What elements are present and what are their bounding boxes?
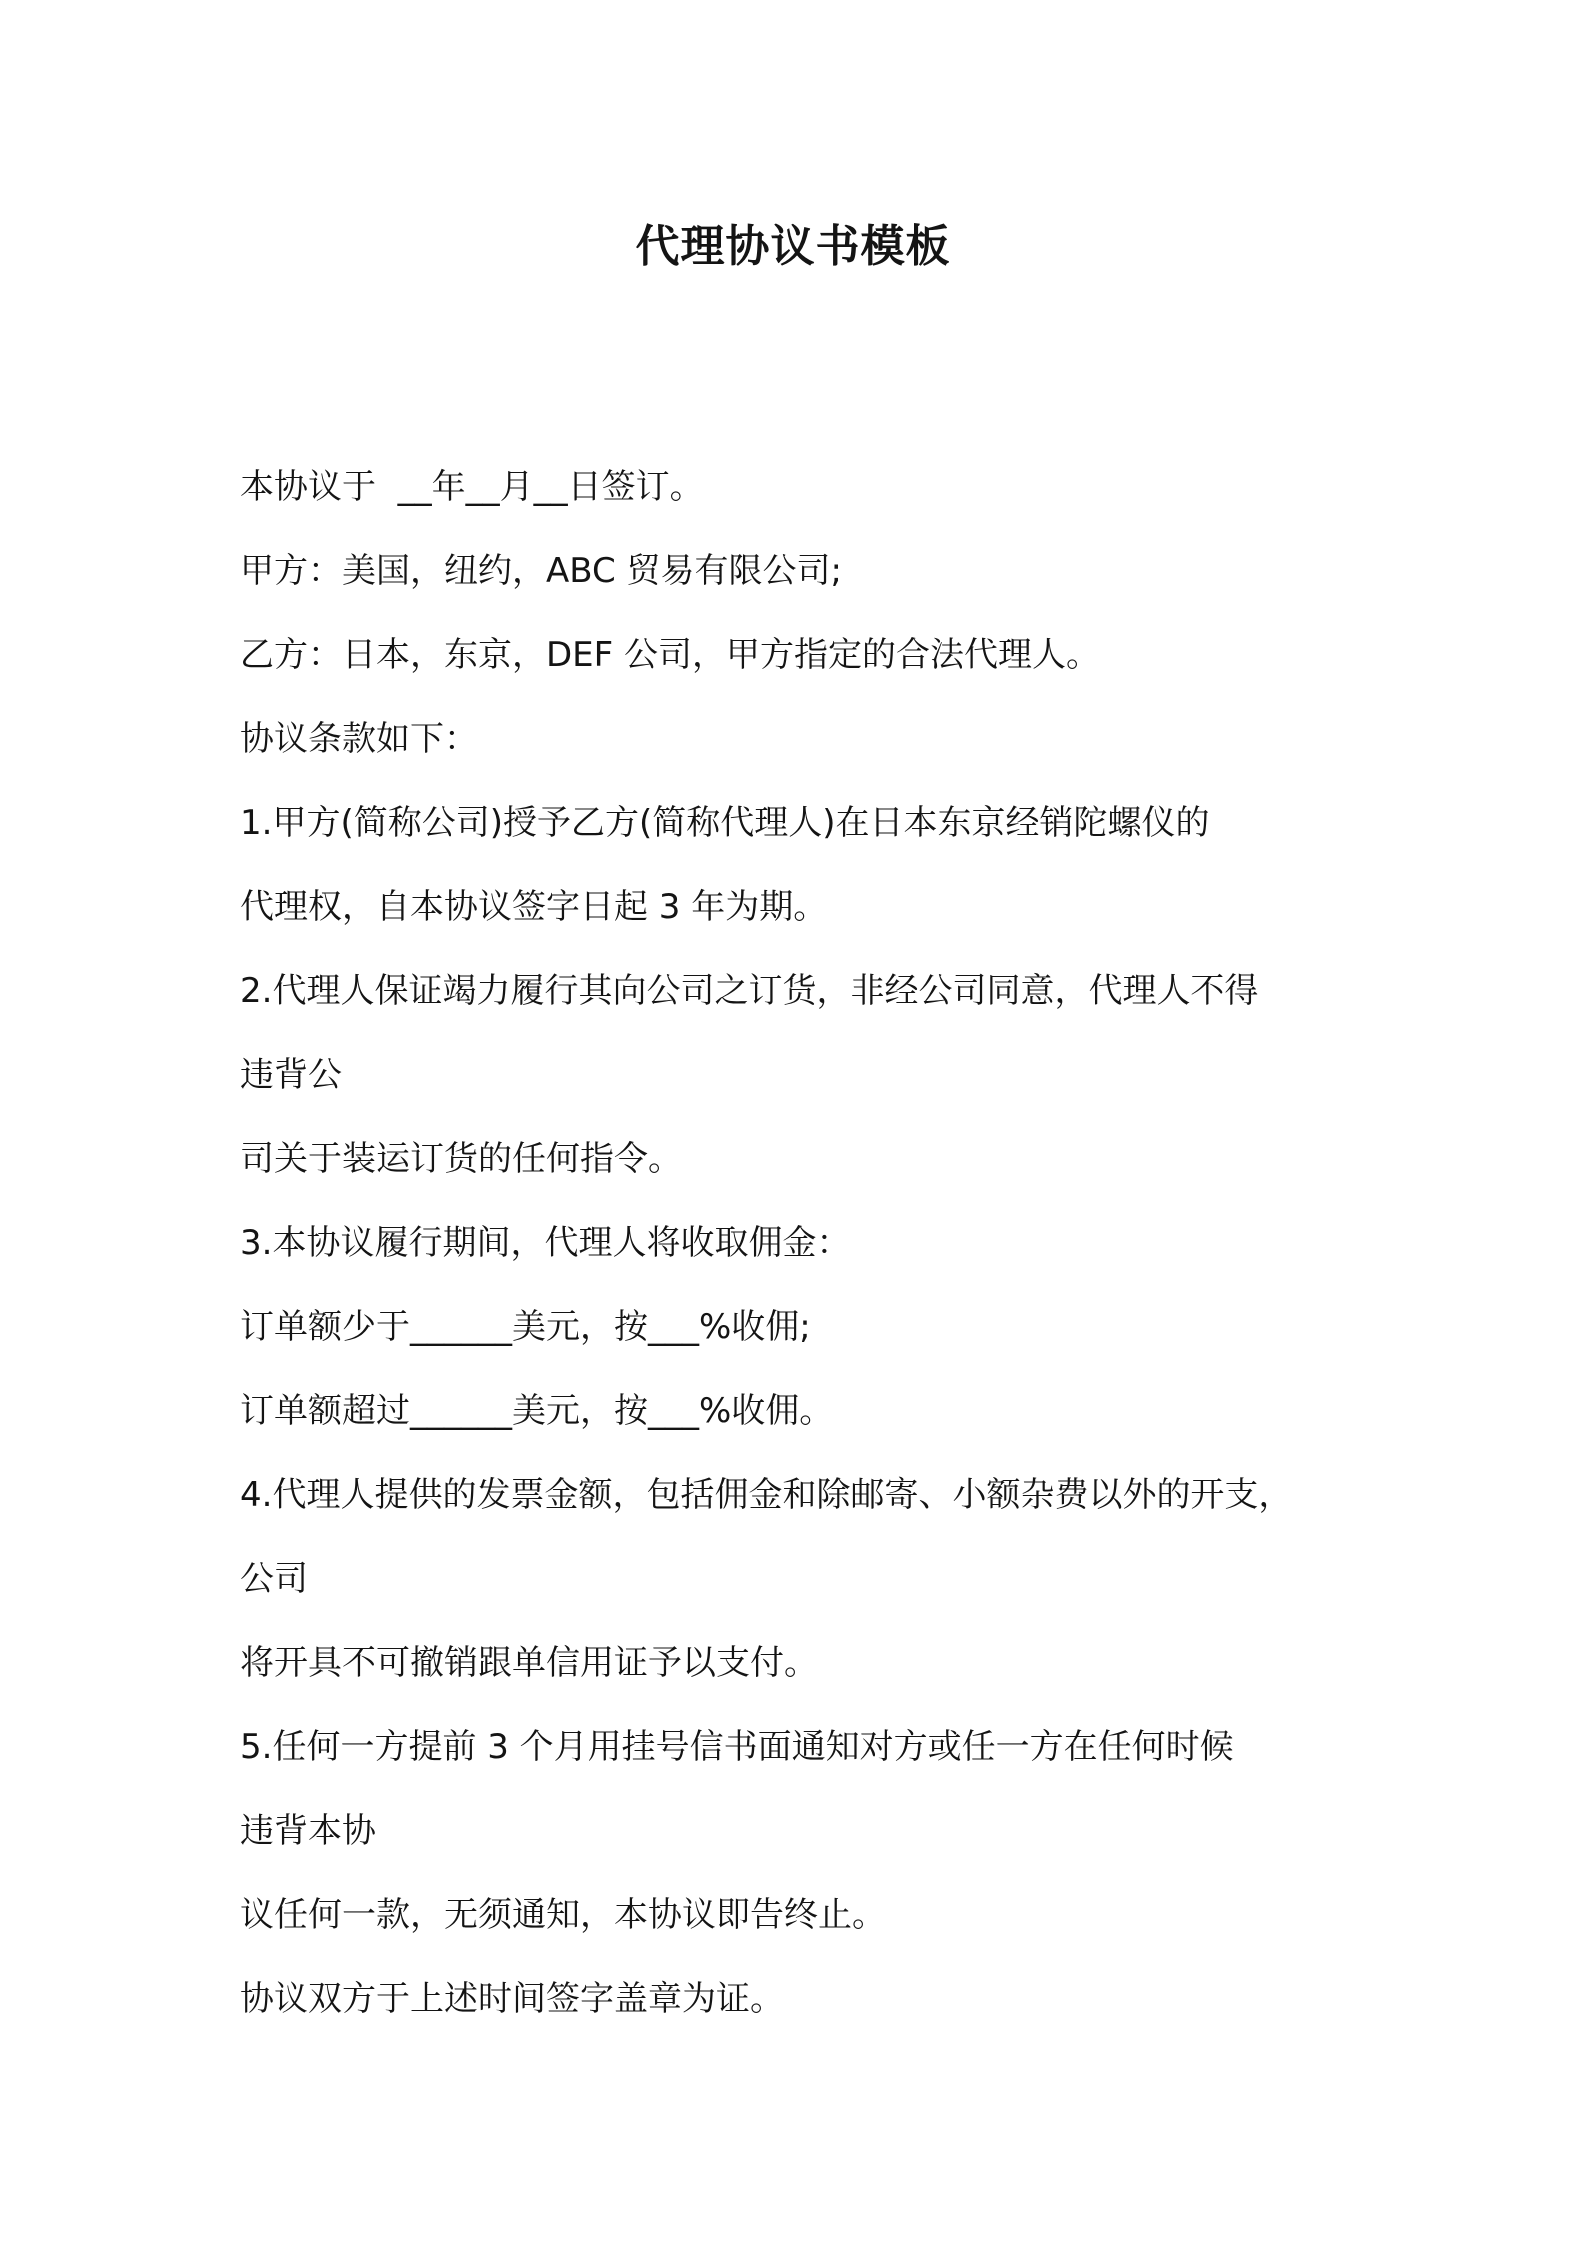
clause-2-line-3: 司关于装运订货的任何指令。 — [240, 1139, 682, 1179]
clause-5-line-2: 违背本协 — [240, 1811, 376, 1851]
party-a-line: 甲方：美国，纽约，ABC 贸易有限公司; — [240, 551, 842, 591]
clause-3-line-2: 订单额少于______美元，按___%收佣; — [240, 1307, 811, 1347]
document-body — [240, 445, 1390, 2041]
clause-4-line-1: 4.代理人提供的发票金额，包括佣金和除邮寄、小额杂费以外的开支， — [240, 1475, 1293, 1515]
clause-1-line-1: 1.甲方(简称公司)授予乙方(简称代理人)在日本东京经销陀螺仪的 — [240, 803, 1210, 843]
clause-4-line-3: 将开具不可撤销跟单信用证予以支付。 — [240, 1643, 818, 1683]
document-title: 代理协议书模板 — [635, 221, 951, 272]
closing-line: 协议双方于上述时间签字盖章为证。 — [240, 1979, 784, 2019]
clause-2-line-1: 2.代理人保证竭力履行其向公司之订货，非经公司同意，代理人不得 — [240, 971, 1259, 1011]
terms-heading: 协议条款如下： — [240, 719, 478, 759]
signing-date-line: 本协议于 __年__月__日签订。 — [240, 467, 704, 507]
clause-4-line-2: 公司 — [240, 1559, 308, 1599]
clause-1-line-2: 代理权，自本协议签字日起 3 年为期。 — [240, 887, 828, 927]
clause-2-line-2: 违背公 — [240, 1055, 342, 1095]
clause-5-line-3: 议任何一款，无须通知，本协议即告终止。 — [240, 1895, 886, 1935]
clause-5-line-1: 5.任何一方提前 3 个月用挂号信书面通知对方或任一方在任何时候 — [240, 1727, 1234, 1767]
clause-3-line-3: 订单额超过______美元，按___%收佣。 — [240, 1391, 834, 1431]
clause-3-line-1: 3.本协议履行期间，代理人将收取佣金： — [240, 1223, 851, 1263]
party-b-line: 乙方：日本，东京，DEF 公司，甲方指定的合法代理人。 — [240, 635, 1101, 675]
